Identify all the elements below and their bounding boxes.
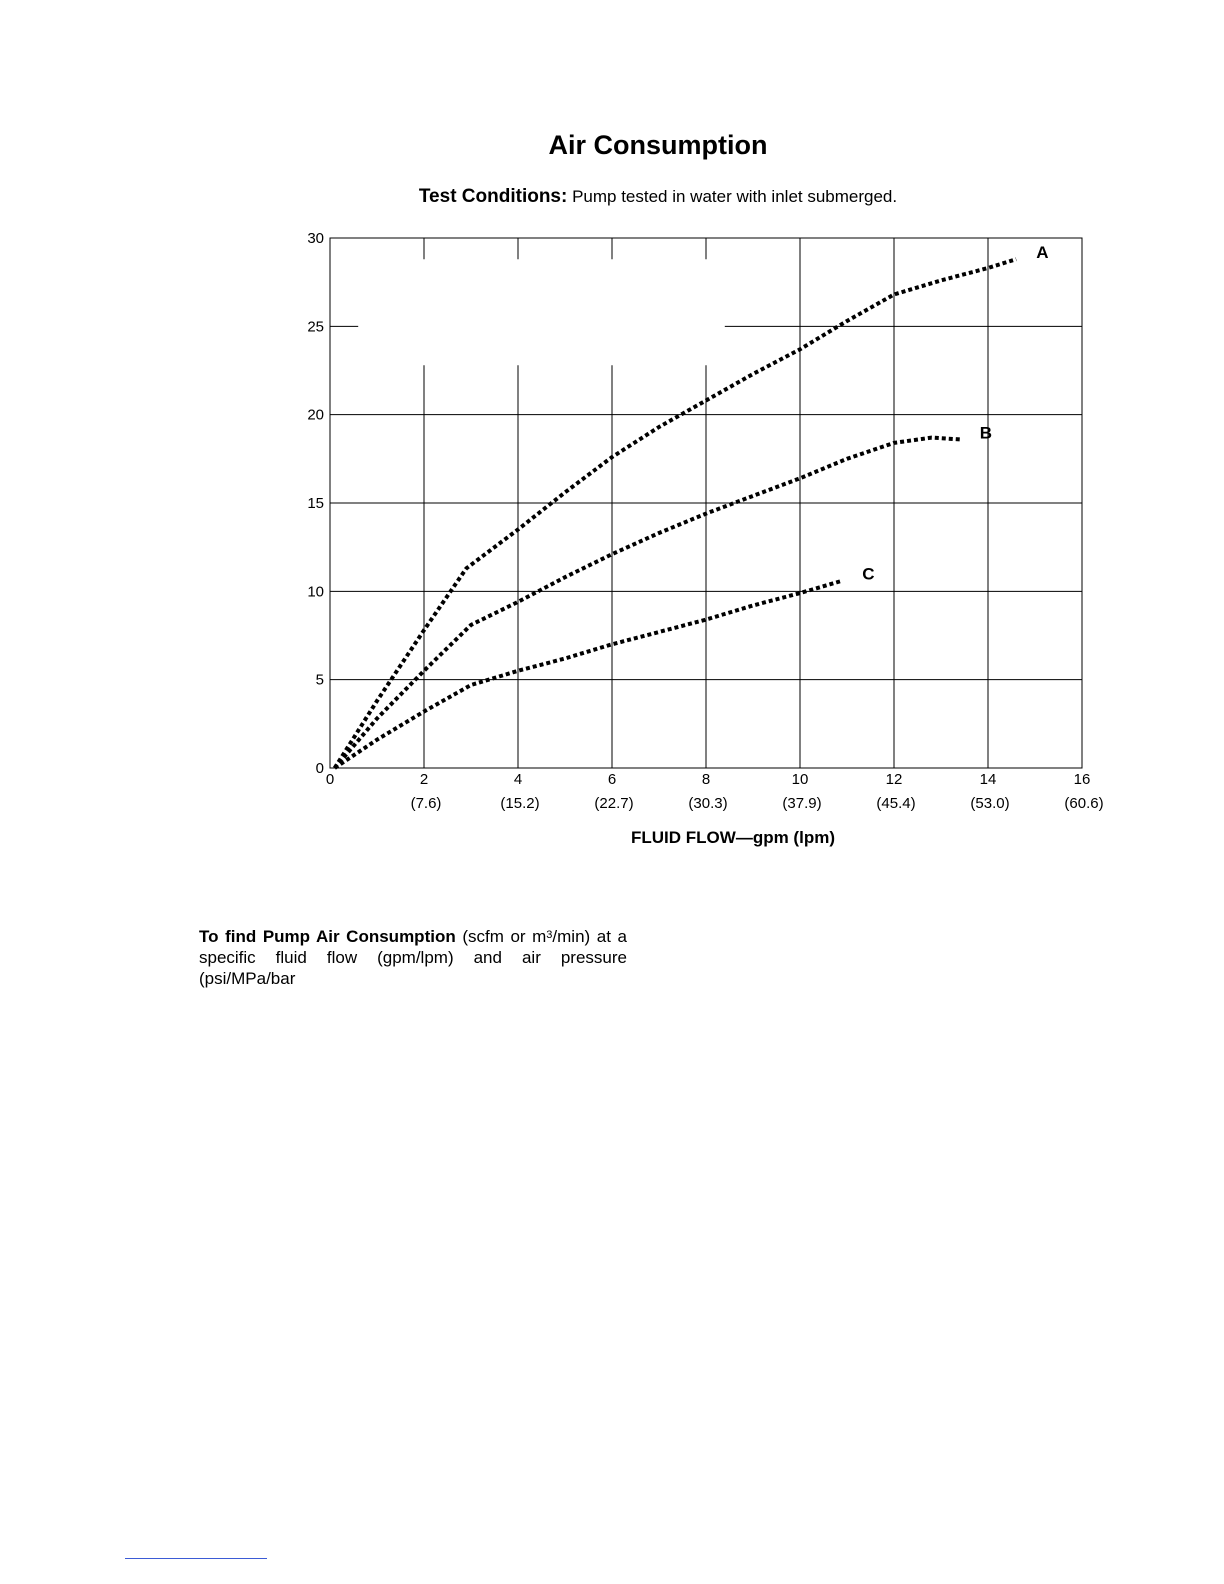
x-tick-label: 2 xyxy=(419,771,429,788)
chart-grid xyxy=(330,238,1082,768)
x-tick-label-secondary: (22.7) xyxy=(594,795,634,812)
instructions-text-a: (scfm or m xyxy=(455,927,547,946)
chart-tick-labels xyxy=(307,230,1103,812)
test-conditions-label: Test Conditions: xyxy=(418,186,568,207)
instructions-bold: To find Pump Air Consumption xyxy=(199,927,456,946)
x-axis-label: FLUID FLOW—gpm (lpm) xyxy=(631,828,835,847)
y-tick-label: 10 xyxy=(307,583,324,601)
instructions-superscript: 3 xyxy=(546,929,553,941)
y-tick-label: 20 xyxy=(307,406,324,424)
test-conditions-text: Pump tested in water with inlet submerged. xyxy=(572,187,898,206)
series-curve-a xyxy=(335,259,1017,768)
series-label-a: A xyxy=(1036,243,1049,263)
series-label-c: C xyxy=(862,564,875,584)
y-tick-label: 15 xyxy=(307,495,324,512)
series-label-b: B xyxy=(979,423,993,443)
x-tick-label: 14 xyxy=(979,771,997,788)
x-tick-label-secondary: (37.9) xyxy=(782,795,822,812)
y-tick-label: 5 xyxy=(315,671,324,689)
footer-rule xyxy=(125,1558,267,1559)
x-tick-label-secondary: (7.6) xyxy=(410,795,442,812)
x-tick-label: 10 xyxy=(791,771,809,788)
x-tick-label: 4 xyxy=(513,771,523,788)
chart-series-labels xyxy=(862,243,1048,584)
x-tick-label: 8 xyxy=(701,771,711,788)
x-tick-label-secondary: (45.4) xyxy=(876,795,916,812)
chart-title: Air Consumption xyxy=(548,130,768,160)
series-curve-b xyxy=(335,438,960,768)
x-tick-label: 12 xyxy=(885,771,903,788)
instructions-paragraph xyxy=(199,925,627,989)
x-tick-label-secondary: (60.6) xyxy=(1064,795,1104,812)
y-tick-label: 30 xyxy=(307,230,324,247)
x-tick-label-secondary: (53.0) xyxy=(970,795,1010,812)
x-tick-label: 0 xyxy=(325,771,335,788)
instructions-text-b: /min) at a specific fluid flow (gpm/lpm) and air pressure (psi/MPa/bar xyxy=(199,927,627,988)
x-tick-label: 6 xyxy=(607,771,617,788)
y-tick-label: 25 xyxy=(307,318,324,336)
x-tick-label: 16 xyxy=(1073,771,1091,788)
y-tick-label: 0 xyxy=(315,760,324,777)
series-curve-c xyxy=(335,581,843,768)
x-tick-label-secondary: (30.3) xyxy=(688,795,728,812)
chart-curves xyxy=(335,259,1017,768)
x-tick-label-secondary: (15.2) xyxy=(500,795,540,812)
